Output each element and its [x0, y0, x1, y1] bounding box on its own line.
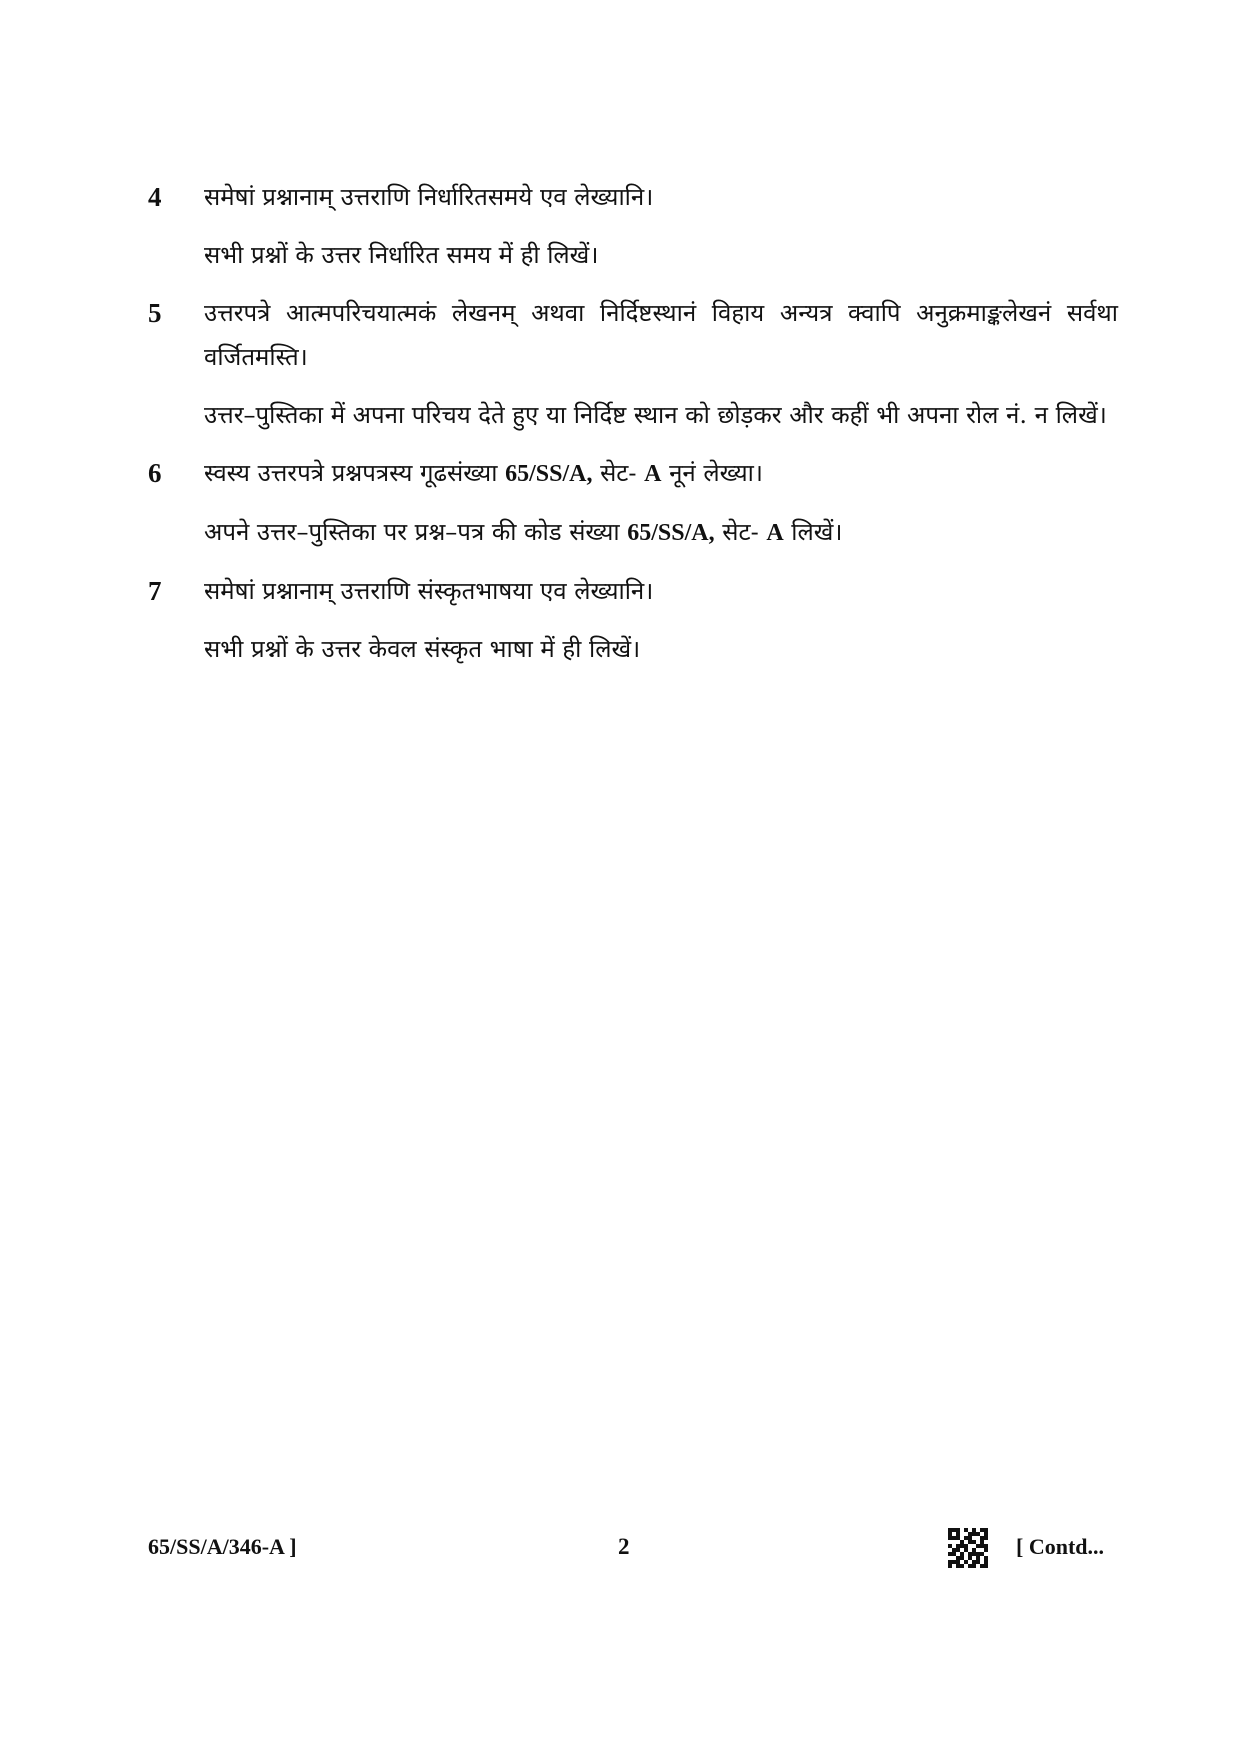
- set-letter: A: [766, 520, 784, 546]
- instruction-item: [148, 291, 1118, 437]
- instruction-sanskrit: समेषां प्रश्नानाम् उत्तराणि संस्कृतभाषया एव लेख्यानि।: [204, 577, 654, 605]
- qr-code-icon: [948, 1528, 988, 1568]
- instruction-item: [148, 451, 1118, 555]
- instruction-text: स्वस्य उत्तरपत्रे प्रश्नपत्रस्य गूढसंख्या: [204, 459, 506, 487]
- instruction-number: 5: [148, 298, 162, 328]
- qr-module: [984, 1564, 988, 1568]
- instruction-text: लिखें।: [783, 518, 843, 546]
- instruction-hindi: सभी प्रश्नों के उत्तर निर्धारित समय में ही लिखें।: [204, 241, 599, 269]
- instruction-body: [204, 451, 1118, 555]
- instruction-sanskrit: उत्तरपत्रे आत्मपरिचयात्मकं लेखनम् अथवा निर्दिष्टस्थानं विहाय अन्यत्र क्वापि अनुक्रमाङ्कलेखनं सर्वथा वर्जितमस्ति।: [204, 299, 1118, 371]
- paper-code-footer: 65/SS/A/346-A ]: [148, 1534, 297, 1559]
- instruction-sanskrit: [204, 451, 1118, 496]
- paper-code: 65/SS/A,: [505, 461, 593, 487]
- set-label: सेट-: [714, 518, 767, 546]
- page-footer: [148, 1528, 1118, 1568]
- instruction-item: [148, 175, 1118, 277]
- paper-code: 65/SS/A,: [627, 520, 715, 546]
- set-label: सेट-: [592, 459, 645, 487]
- instruction-sanskrit: समेषां प्रश्नानाम् उत्तराणि निर्धारितसमये एव लेख्यानि।: [204, 183, 654, 211]
- continued-label: [ Contd...: [1016, 1534, 1105, 1559]
- instruction-hindi: [204, 510, 1118, 555]
- instruction-number: 7: [148, 576, 162, 606]
- instructions-list: [148, 175, 1118, 685]
- instruction-number: 4: [148, 182, 162, 212]
- instruction-hindi: सभी प्रश्नों के उत्तर केवल संस्कृत भाषा में ही लिखें।: [204, 635, 641, 663]
- instruction-item: [148, 569, 1118, 671]
- instruction-number: 6: [148, 458, 162, 488]
- instruction-text: नूनं लेख्या।: [661, 459, 763, 487]
- instruction-body: [204, 291, 1118, 437]
- instruction-body: [204, 175, 1118, 277]
- set-letter: A: [644, 461, 662, 487]
- instruction-body: [204, 569, 1118, 671]
- instruction-hindi: उत्तर–पुस्तिका में अपना परिचय देते हुए या निर्दिष्ट स्थान को छोड़कर और कहीं भी अपना रोल नं. न लिखें।: [204, 401, 1107, 429]
- instruction-text: अपने उत्तर–पुस्तिका पर प्रश्न–पत्र की कोड संख्या: [204, 518, 628, 546]
- page-number: 2: [618, 1534, 630, 1559]
